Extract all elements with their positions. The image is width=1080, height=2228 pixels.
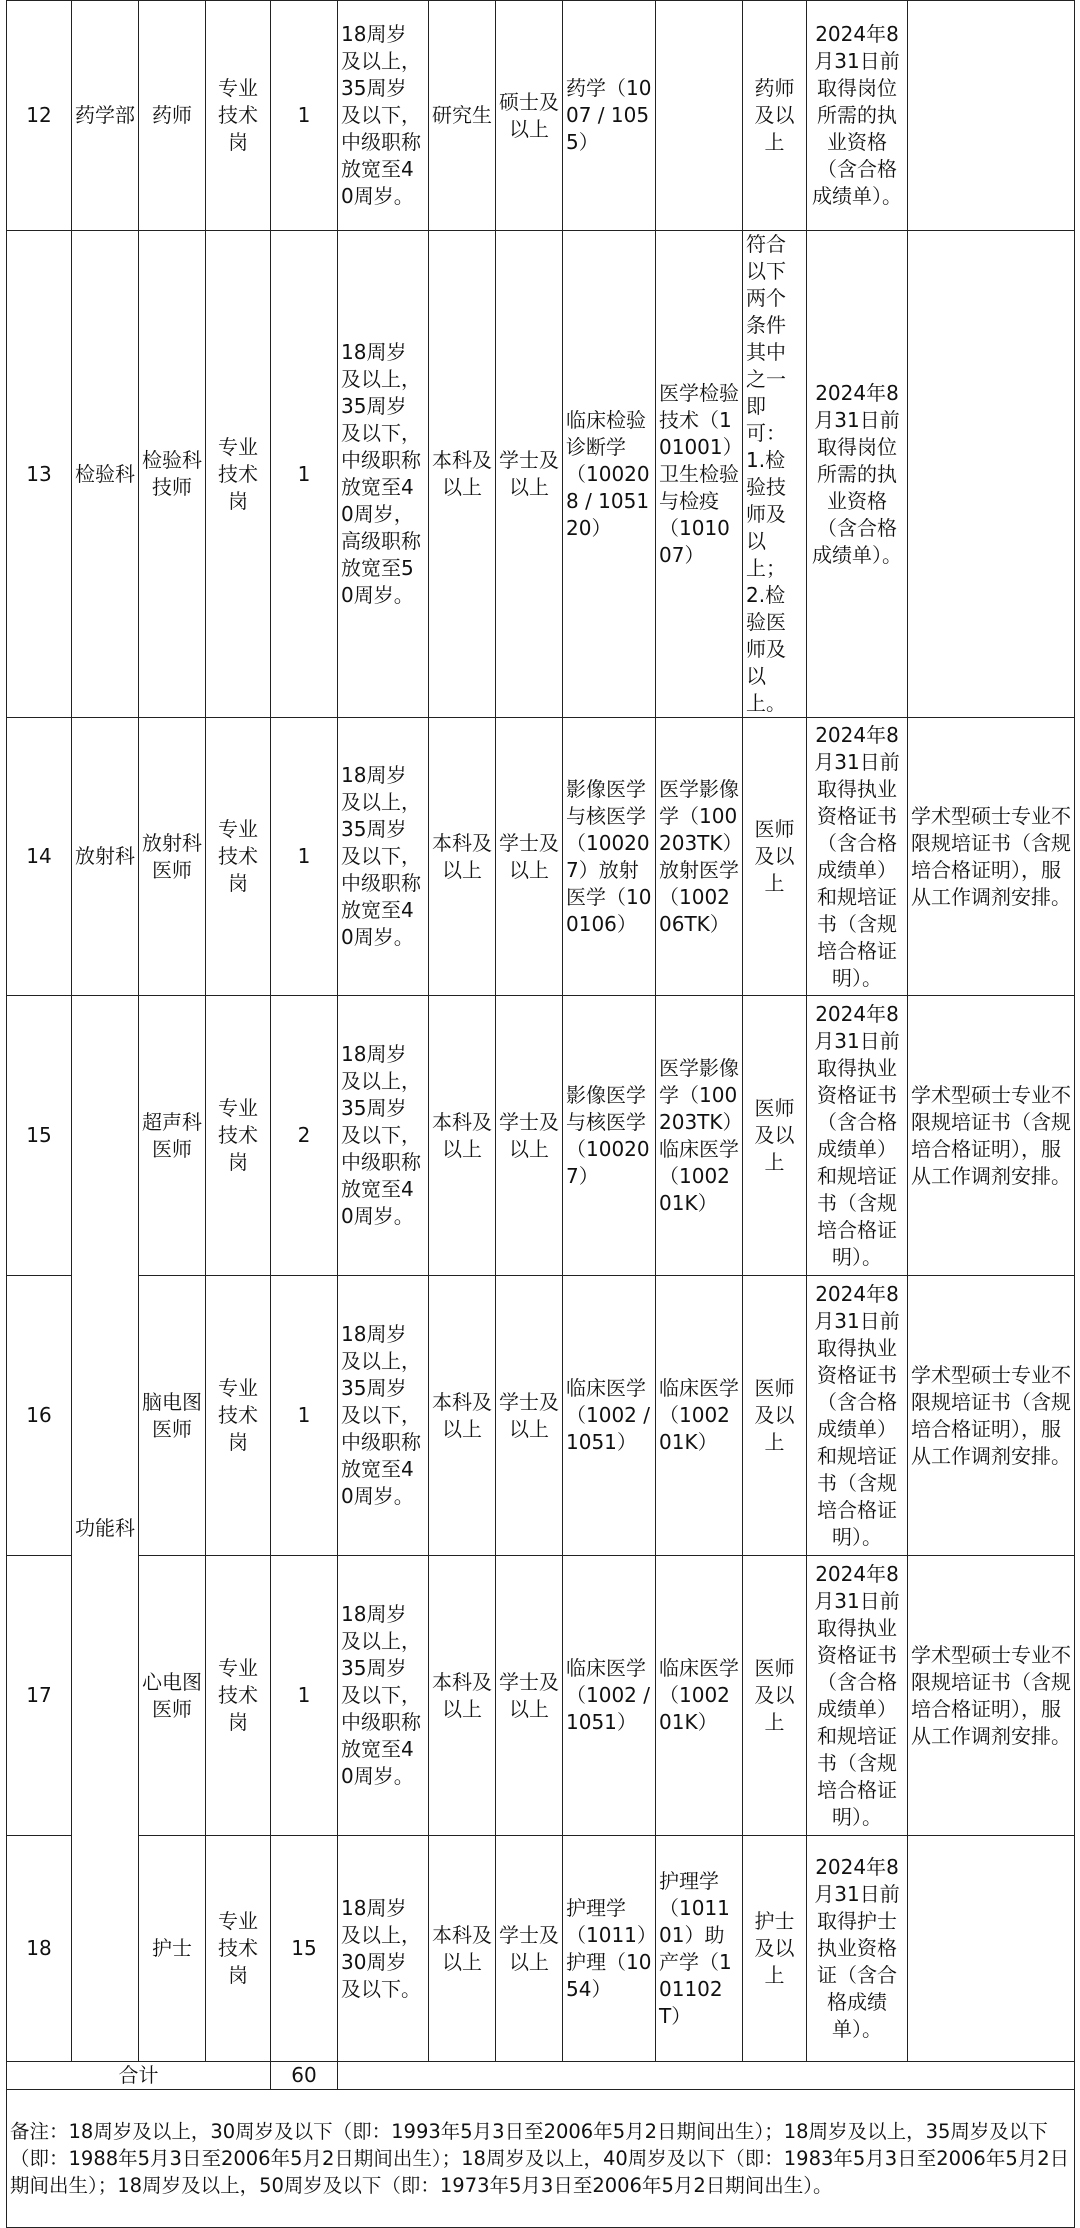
- graduate-major: 影像医学与核医学（100207）放射医学（100106）: [563, 718, 656, 996]
- age-requirement: 18周岁及以上，30周岁及以下。: [338, 1836, 429, 2062]
- other-requirement: 2024年8月31日前取得岗位所需的执业资格（含合格成绩单）。: [807, 231, 908, 718]
- position-name: 放射科医师: [139, 718, 206, 996]
- title-requirement: 药师及以上: [743, 1, 807, 231]
- title-requirement: 医师及以上: [743, 718, 807, 996]
- age-requirement: 18周岁及以上，35周岁及以下，中级职称放宽至40周岁。: [338, 1556, 429, 1836]
- other-requirement: 2024年8月31日前取得岗位所需的执业资格（含合格成绩单）。: [807, 1, 908, 231]
- remark-cell: [908, 1836, 1075, 2062]
- remark-cell: [908, 1, 1075, 231]
- undergraduate-major: 医学检验技术（101001）卫生检验与检疫（101007）: [656, 231, 743, 718]
- table-row: [7, 1836, 1075, 2062]
- other-requirement: 2024年8月31日前取得执业资格证书（含合格成绩单）和规培证书（含规培合格证明）。: [807, 996, 908, 1276]
- undergraduate-major: 护理学（101101）助产学（101102T）: [656, 1836, 743, 2062]
- age-requirement: 18周岁及以上，35周岁及以下，中级职称放宽至40周岁。: [338, 1276, 429, 1556]
- remark-cell: 学术型硕士专业不限规培证书（含规培合格证明），服从工作调剂安排。: [908, 996, 1075, 1276]
- age-requirement: 18周岁及以上，35周岁及以下，中级职称放宽至40周岁。: [338, 996, 429, 1276]
- other-requirement: 2024年8月31日前取得执业资格证书（含合格成绩单）和规培证书（含规培合格证明）。: [807, 718, 908, 996]
- headcount: 1: [271, 231, 338, 718]
- headcount: 2: [271, 996, 338, 1276]
- position-type: 专业技术岗: [206, 996, 271, 1276]
- position-type: 专业技术岗: [206, 718, 271, 996]
- title-requirement: 护士及以上: [743, 1836, 807, 2062]
- row-number: 13: [7, 231, 72, 718]
- degree: 学士及以上: [496, 718, 563, 996]
- degree: 学士及以上: [496, 996, 563, 1276]
- age-requirement: 18周岁及以上，35周岁及以下，中级职称放宽至40周岁。: [338, 718, 429, 996]
- degree: 硕士及以上: [496, 1, 563, 231]
- age-requirement: 18周岁及以上，35周岁及以下，中级职称放宽至40周岁，高级职称放宽至50周岁。: [338, 231, 429, 718]
- row-number: 15: [7, 996, 72, 1276]
- row-number: 16: [7, 1276, 72, 1556]
- position-name: 护士: [139, 1836, 206, 2062]
- table-row: [7, 231, 1075, 718]
- remark-cell: [908, 231, 1075, 718]
- education: 本科及以上: [429, 231, 496, 718]
- other-requirement: 2024年8月31日前取得护士执业资格证（含合格成绩单）。: [807, 1836, 908, 2062]
- remark-cell: 学术型硕士专业不限规培证书（含规培合格证明），服从工作调剂安排。: [908, 1556, 1075, 1836]
- department: 放射科: [72, 718, 139, 996]
- headcount: 1: [271, 1, 338, 231]
- remark-cell: 学术型硕士专业不限规培证书（含规培合格证明），服从工作调剂安排。: [908, 1276, 1075, 1556]
- title-requirement: 医师及以上: [743, 996, 807, 1276]
- undergraduate-major: 临床医学（100201K）: [656, 1276, 743, 1556]
- other-requirement: 2024年8月31日前取得执业资格证书（含合格成绩单）和规培证书（含规培合格证明）。: [807, 1276, 908, 1556]
- headcount: 1: [271, 1276, 338, 1556]
- degree: 学士及以上: [496, 231, 563, 718]
- title-requirement: 医师及以上: [743, 1556, 807, 1836]
- position-name: 脑电图医师: [139, 1276, 206, 1556]
- position-name: 超声科医师: [139, 996, 206, 1276]
- table-row: [7, 1276, 1075, 1556]
- undergraduate-major: 医学影像学（100203TK）临床医学（100201K）: [656, 996, 743, 1276]
- department: 检验科: [72, 231, 139, 718]
- graduate-major: 药学（1007 / 1055）: [563, 1, 656, 231]
- total-label: 合计: [7, 2062, 271, 2090]
- headcount: 1: [271, 1556, 338, 1836]
- row-number: 18: [7, 1836, 72, 2062]
- table-row: [7, 1, 1075, 231]
- degree: 学士及以上: [496, 1276, 563, 1556]
- headcount: 1: [271, 718, 338, 996]
- education: 研究生: [429, 1, 496, 231]
- department: 功能科: [72, 996, 139, 2062]
- recruitment-table: [6, 0, 1075, 2228]
- position-name: 心电图医师: [139, 1556, 206, 1836]
- total-value: 60: [271, 2062, 338, 2090]
- total-empty: [338, 2062, 1075, 2090]
- graduate-major: 影像医学与核医学（100207）: [563, 996, 656, 1276]
- position-type: 专业技术岗: [206, 1, 271, 231]
- department: 药学部: [72, 1, 139, 231]
- undergraduate-major: 医学影像学（100203TK）放射医学（100206TK）: [656, 718, 743, 996]
- position-type: 专业技术岗: [206, 1556, 271, 1836]
- education: 本科及以上: [429, 1556, 496, 1836]
- remark-text: 备注：18周岁及以上，30周岁及以下（即：1993年5月3日至2006年5月2日期间出生）；18周岁及以上，35周岁及以下（即：1988年5月3日至2006年5月2日期间出生）；18周岁及以上，40周岁及以下（即：1983年5月3日至2006年5月2日期间出生）；18周岁及以上，50周岁及以下（即：1973年5月3日至2006年5月2日期间出生）。: [7, 2090, 1075, 2228]
- table-row: [7, 996, 1075, 1276]
- remark-cell: 学术型硕士专业不限规培证书（含规培合格证明），服从工作调剂安排。: [908, 718, 1075, 996]
- remark-row: [7, 2090, 1075, 2228]
- row-number: 14: [7, 718, 72, 996]
- position-type: 专业技术岗: [206, 1836, 271, 2062]
- row-number: 12: [7, 1, 72, 231]
- education: 本科及以上: [429, 1276, 496, 1556]
- table-row: [7, 1556, 1075, 1836]
- position-type: 专业技术岗: [206, 1276, 271, 1556]
- headcount: 15: [271, 1836, 338, 2062]
- education: 本科及以上: [429, 718, 496, 996]
- table-row: [7, 718, 1075, 996]
- education: 本科及以上: [429, 996, 496, 1276]
- undergraduate-major: 临床医学（100201K）: [656, 1556, 743, 1836]
- degree: 学士及以上: [496, 1556, 563, 1836]
- title-requirement: 医师及以上: [743, 1276, 807, 1556]
- graduate-major: 护理学（1011）护理（1054）: [563, 1836, 656, 2062]
- title-requirement: 符合以下两个条件其中之一即可：1.检验技师及以上；2.检验医师及以上。: [743, 231, 807, 718]
- other-requirement: 2024年8月31日前取得执业资格证书（含合格成绩单）和规培证书（含规培合格证明）。: [807, 1556, 908, 1836]
- total-row: [7, 2062, 1075, 2090]
- graduate-major: 临床医学（1002 / 1051）: [563, 1276, 656, 1556]
- position-name: 检验科技师: [139, 231, 206, 718]
- graduate-major: 临床医学（1002 / 1051）: [563, 1556, 656, 1836]
- position-name: 药师: [139, 1, 206, 231]
- age-requirement: 18周岁及以上，35周岁及以下，中级职称放宽至40周岁。: [338, 1, 429, 231]
- row-number: 17: [7, 1556, 72, 1836]
- education: 本科及以上: [429, 1836, 496, 2062]
- degree: 学士及以上: [496, 1836, 563, 2062]
- undergraduate-major: [656, 1, 743, 231]
- position-type: 专业技术岗: [206, 231, 271, 718]
- graduate-major: 临床检验诊断学（100208 / 105120）: [563, 231, 656, 718]
